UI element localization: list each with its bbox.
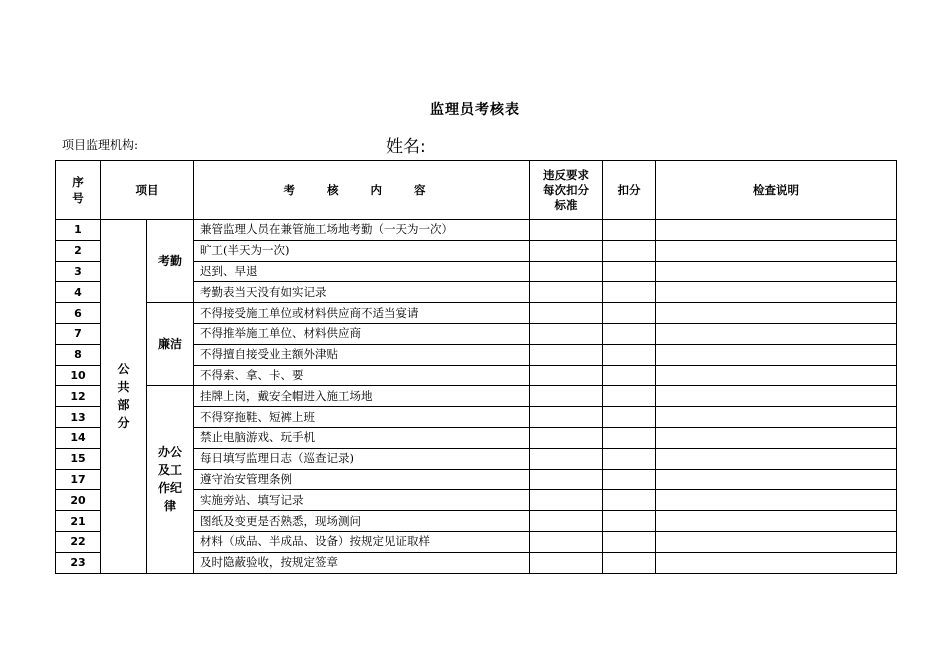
deduct-cell[interactable]	[603, 407, 656, 428]
notes-cell[interactable]	[656, 303, 897, 324]
table-header-row	[56, 161, 897, 220]
deduct-cell[interactable]	[603, 490, 656, 511]
row-content: 不得索、拿、卡、要	[194, 365, 530, 386]
notes-cell[interactable]	[656, 323, 897, 344]
standard-cell[interactable]	[530, 407, 603, 428]
row-content: 不得穿拖鞋、短裤上班	[194, 407, 530, 428]
row-number: 8	[56, 344, 101, 365]
row-content: 图纸及变更是否熟悉，现场测问	[194, 511, 530, 532]
notes-cell[interactable]	[656, 365, 897, 386]
header-seq: 序号	[56, 161, 101, 220]
table-row	[56, 220, 897, 241]
row-number: 20	[56, 490, 101, 511]
notes-cell[interactable]	[656, 511, 897, 532]
notes-cell[interactable]	[656, 220, 897, 241]
header-item: 项目	[101, 161, 194, 220]
deduct-cell[interactable]	[603, 552, 656, 573]
row-number: 2	[56, 240, 101, 261]
notes-cell[interactable]	[656, 427, 897, 448]
row-number: 22	[56, 531, 101, 552]
standard-cell[interactable]	[530, 240, 603, 261]
standard-cell[interactable]	[530, 531, 603, 552]
standard-cell[interactable]	[530, 469, 603, 490]
notes-cell[interactable]	[656, 448, 897, 469]
header-notes: 检查说明	[656, 161, 897, 220]
standard-cell[interactable]	[530, 552, 603, 573]
notes-cell[interactable]	[656, 261, 897, 282]
section-public: 公共部分	[101, 220, 147, 574]
notes-cell[interactable]	[656, 282, 897, 303]
standard-cell[interactable]	[530, 427, 603, 448]
deduct-cell[interactable]	[603, 323, 656, 344]
deduct-cell[interactable]	[603, 531, 656, 552]
deduct-cell[interactable]	[603, 282, 656, 303]
row-content: 实施旁站、填写记录	[194, 490, 530, 511]
table-row	[56, 386, 897, 407]
row-number: 21	[56, 511, 101, 532]
row-number: 6	[56, 303, 101, 324]
row-content: 不得擅自接受业主额外津贴	[194, 344, 530, 365]
header-deduct: 扣分	[603, 161, 656, 220]
row-content: 及时隐蔽验收，按规定签章	[194, 552, 530, 573]
standard-cell[interactable]	[530, 448, 603, 469]
deduct-cell[interactable]	[603, 303, 656, 324]
row-number: 14	[56, 427, 101, 448]
deduct-cell[interactable]	[603, 261, 656, 282]
group-attendance: 考勤	[147, 220, 194, 303]
notes-cell[interactable]	[656, 386, 897, 407]
deduct-cell[interactable]	[603, 365, 656, 386]
table-row	[56, 303, 897, 324]
row-number: 10	[56, 365, 101, 386]
row-number: 17	[56, 469, 101, 490]
deduct-cell[interactable]	[603, 427, 656, 448]
notes-cell[interactable]	[656, 240, 897, 261]
deduct-cell[interactable]	[603, 469, 656, 490]
notes-cell[interactable]	[656, 344, 897, 365]
row-number: 3	[56, 261, 101, 282]
header-standard: 违反要求每次扣分标准	[530, 161, 603, 220]
row-content: 旷工(半天为一次)	[194, 240, 530, 261]
row-content: 每日填写监理日志（巡查记录)	[194, 448, 530, 469]
deduct-cell[interactable]	[603, 240, 656, 261]
assessment-table	[55, 160, 897, 574]
notes-cell[interactable]	[656, 531, 897, 552]
standard-cell[interactable]	[530, 511, 603, 532]
row-content: 不得接受施工单位或材料供应商不适当宴请	[194, 303, 530, 324]
standard-cell[interactable]	[530, 303, 603, 324]
row-content: 迟到、早退	[194, 261, 530, 282]
row-number: 7	[56, 323, 101, 344]
group-office-discipline: 办公及工作纪律	[147, 386, 194, 573]
row-number: 15	[56, 448, 101, 469]
header-content: 考 核 内 容	[194, 161, 530, 220]
deduct-cell[interactable]	[603, 386, 656, 407]
row-number: 13	[56, 407, 101, 428]
deduct-cell[interactable]	[603, 344, 656, 365]
document-title: 监理员考核表	[430, 102, 520, 118]
standard-cell[interactable]	[530, 365, 603, 386]
row-number: 1	[56, 220, 101, 241]
row-number: 12	[56, 386, 101, 407]
standard-cell[interactable]	[530, 261, 603, 282]
standard-cell[interactable]	[530, 344, 603, 365]
notes-cell[interactable]	[656, 490, 897, 511]
row-content: 遵守治安管理条例	[194, 469, 530, 490]
row-content: 禁止电脑游戏、玩手机	[194, 427, 530, 448]
standard-cell[interactable]	[530, 490, 603, 511]
deduct-cell[interactable]	[603, 448, 656, 469]
standard-cell[interactable]	[530, 323, 603, 344]
notes-cell[interactable]	[656, 469, 897, 490]
notes-cell[interactable]	[656, 407, 897, 428]
row-content: 考勤表当天没有如实记录	[194, 282, 530, 303]
row-content: 兼管监理人员在兼管施工场地考勤（一天为一次）	[194, 220, 530, 241]
row-content: 材料（成品、半成品、设备）按规定见证取样	[194, 531, 530, 552]
row-number: 4	[56, 282, 101, 303]
standard-cell[interactable]	[530, 282, 603, 303]
deduct-cell[interactable]	[603, 511, 656, 532]
deduct-cell[interactable]	[603, 220, 656, 241]
notes-cell[interactable]	[656, 552, 897, 573]
name-label: 姓名:	[386, 137, 426, 157]
standard-cell[interactable]	[530, 386, 603, 407]
group-integrity: 廉洁	[147, 303, 194, 386]
row-content: 不得推举施工单位、材料供应商	[194, 323, 530, 344]
row-number: 23	[56, 552, 101, 573]
org-label: 项目监理机构:	[62, 138, 139, 152]
row-content: 挂牌上岗，戴安全帽进入施工场地	[194, 386, 530, 407]
standard-cell[interactable]	[530, 220, 603, 241]
